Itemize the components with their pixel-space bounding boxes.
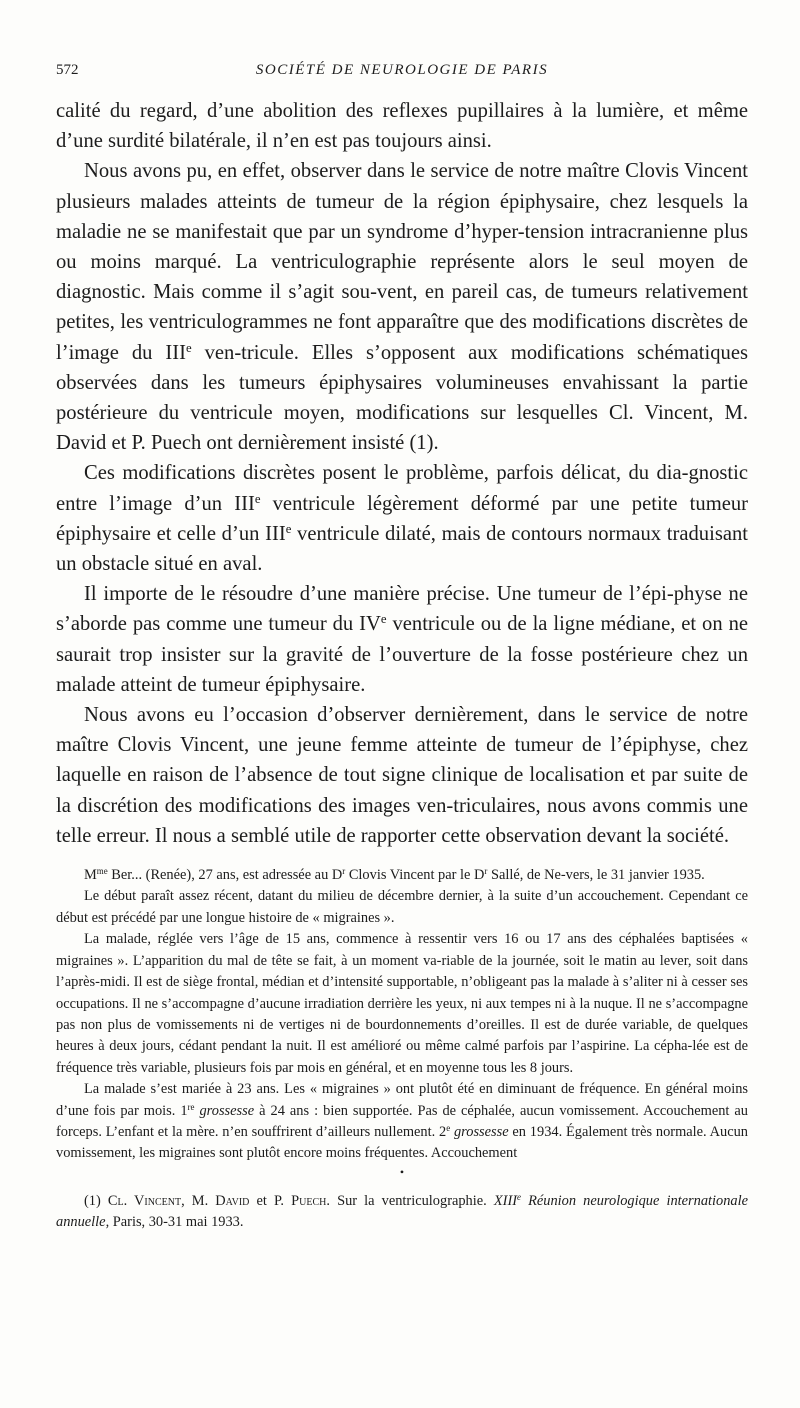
paragraph-observation: Nous avons pu, en effet, observer dans le service de notre maître Clovis Vincent plusieurs malades atteints de tumeur de la région épiphysaire, chez lesquels la maladie ne se manifestait que par un syndrome d’hyper-tension intracranienne plus ou moins marqué. La ventriculographie représente alors le seul moyen de diagnostic. Mais comme il s’agit sou-vent, en pareil cas, de tumeurs relativement petites, les ventriculogrammes ne font apparaître que des modifications discrètes de l’image du IIIe ven-tricule. Elles s’opposent aux modifications schématiques observées dans les tumeurs épiphysaires volumineuses envahissant la partie postérieure du ventricule moyen, modifications sur lesquelles Cl. Vincent, M. David et P. Puech ont dernièrement insisté (1). xyxy=(56,160,748,455)
case-pregnancies: La malade s’est mariée à 23 ans. Les « migraines » ont plutôt été en diminuant de fréquence. En général moins d’une fois par mois. 1re grossesse à 24 ans : bien supportée. Pas de céphalée, aucun vomissement. Accouchement au forceps. L’enfant et la mère. n’en souffrirent d’ailleurs nullement. 2e grossesse en 1934. Également très normale. Aucun vomissement, les migraines sont plutôt encore moins fréquentes. Accouchement xyxy=(56,1081,749,1162)
paragraph-diagnosis: Ces modifications discrètes posent le problème, parfois délicat, du dia-gnostic entre l’image d’un IIIe ventricule légèrement déformé par une petite tumeur épiphysaire et celle d’un IIIe ventricule dilaté, mais de contours normaux traduisant un obstacle situé en aval. xyxy=(56,462,749,576)
footnote xyxy=(56,1191,748,1234)
paragraph-case-intro: Nous avons eu l’occasion d’observer dernièrement, dans le service de notre maître Clovis Vincent, une jeune femme atteinte de tumeur de l’épiphyse, chez laquelle en raison de l’absence de tout signe clinique de localisation et par suite de la discrétion des modifications des images ven-triculaires, nous avons commis une telle erreur. Il nous a semblé utile de rapporter cette observation devant la société. xyxy=(56,704,748,847)
page-number: 572 xyxy=(56,62,79,78)
page-header xyxy=(56,62,748,84)
running-title: SOCIÉTÉ DE NEUROLOGIE DE PARIS xyxy=(255,62,549,78)
case-patient: $M^{me}$ Ber... (Renée), 27 ans, est adressée au $D^r$ Clovis Vincent par le $D^r$ Sallé, de Ne-vers, le 31 janvier 1935. xyxy=(84,866,705,884)
main-text xyxy=(56,96,748,851)
bullet-mark: • xyxy=(399,1164,405,1179)
case-report xyxy=(56,865,748,1179)
paragraph-importance: Il importe de le résoudre d’une manière précise. Une tumeur de l’épi-physe ne s’aborde pas comme une tumeur du IVe ventricule ou de la ligne médiane, et on ne saurait trop insister sur la gravité de l’ouverture de la fosse postérieure chez un malade atteint de tumeur épiphysaire. xyxy=(56,583,749,696)
case-onset: Le début paraît assez récent, datant du milieu de décembre dernier, à la suite d’un accouchement. Cependant ce début est précédé par une longue histoire de « migraines ». xyxy=(56,888,748,926)
paragraph-continued: calité du regard, d’une abolition des reflexes pupillaires à la lumière, et même d’une surdité bilatérale, il n’en est pas toujours ainsi. xyxy=(56,100,748,153)
page-body xyxy=(56,96,748,1234)
footnote-text: (1) Cl. Vincent, M. David et P. Puech. Sur la ventriculographie. XIIIe Réunion neurologique internationale annuelle, Paris, 30-31 mai 1933. xyxy=(56,1191,748,1231)
case-headaches: La malade, réglée vers l’âge de 15 ans, commence à ressentir vers 16 ou 17 ans des céphalées baptisées « migraines ». L’apparition du mal de tête se fait, à un moment va-riable de la journée, soit le matin au lever, soit dans l’après-midi. Il est de siège frontal, médian et d’intensité supportable, n’obligeant pas la malade à s’aliter ni à cesser ses occupations. Il ne s’accompagne d’aucune irradiation derrière les yeux, ni aux tempes ni à la nuque. Il ne s’accompagne pas non plus de vomissements ni de vertiges ni de bourdonnements d’oreilles. Il est de durée variable, de quelques heures à deux jours, cédant pendant la nuit. Il est amélioré ou même calmé parfois par l’aspirine. La cépha-lée est de fréquence très variable, plusieurs fois par mois en général, et en moyenne tous les 8 jours. xyxy=(56,931,748,1076)
